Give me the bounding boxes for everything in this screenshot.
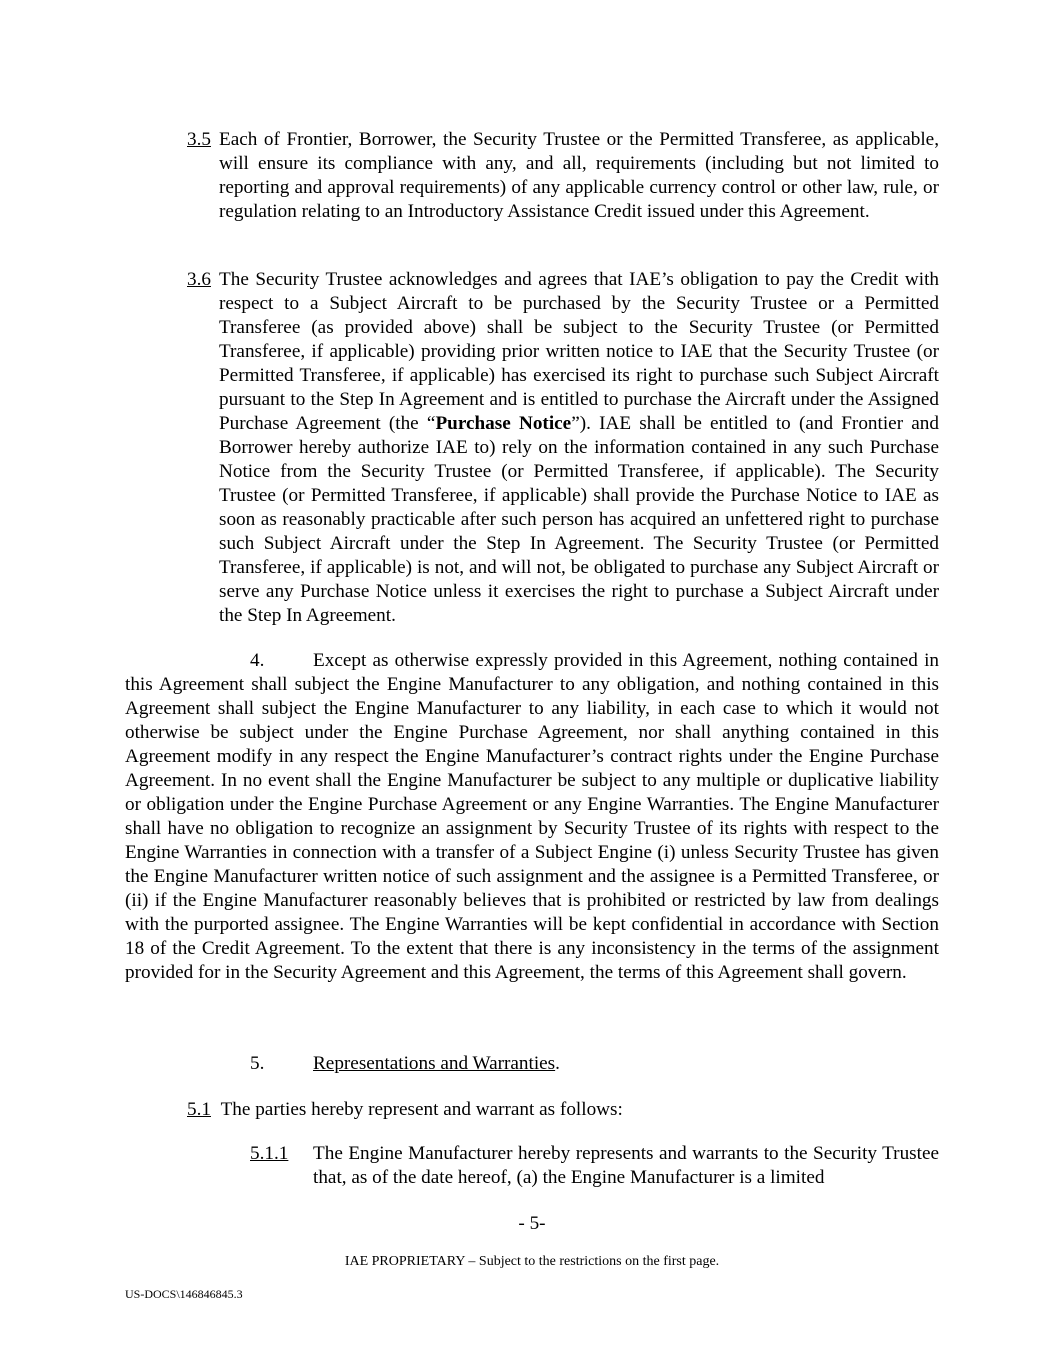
section-5-1 — [187, 1098, 623, 1122]
section-text: The Engine Manufacturer hereby represents and warrants to the Security Trustee that, as of the date hereof, (a) the Engine Manufacturer is a limited — [313, 1143, 939, 1188]
page-number: - 5- — [518, 1213, 546, 1234]
section-text: Each of Frontier, Borrower, the Security Trustee or the Permitted Transferee, as applicable, will ensure its compliance with any, and all, requirements (including but not limited to reporting and approval requirements) of any applicable currency control or other law, rule, or regulation relating to an Introductory Assistance Credit issued under this Agreement. — [219, 129, 939, 222]
section-number: 5.1.1 — [250, 1143, 289, 1164]
defined-term: Purchase Notice — [435, 413, 572, 434]
section-title: Representations and Warranties — [313, 1053, 556, 1074]
section-number: 4. — [250, 650, 265, 671]
section-number: 5.1 — [187, 1099, 211, 1120]
section-text: The parties hereby represent and warrant as follows: — [220, 1099, 623, 1120]
document-id: US-DOCS\146846845.3 — [125, 1287, 243, 1301]
section-number: 3.5 — [187, 129, 211, 150]
section-text — [219, 268, 939, 628]
section-title-suffix: . — [555, 1053, 560, 1074]
section-4 — [125, 649, 939, 985]
section-number: 5. — [250, 1053, 265, 1074]
section-3-6 — [187, 268, 939, 628]
section-text-part: ”). IAE shall be entitled to (and Frontier and Borrower hereby authorize IAE to) rely on the information contained in any such Purchase Notice from the Security Trustee (or Permitted Transferee, if applicable). The Security Trustee (or Permitted Transferee, if applicable) shall provide the Purchase Notice to IAE as soon as reasonably practicable after such person has acquired an unfettered right to purchase such Subject Aircraft under the Step In Agreement. The Security Trustee (or Permitted Transferee, if applicable) is not, and will not, be obligated to purchase any Subject Aircraft or serve any Purchase Notice unless it exercises the right to purchase a Subject Aircraft under the Step In Agreement. — [219, 413, 939, 626]
section-3-5 — [187, 128, 939, 224]
proprietary-notice: IAE PROPRIETARY – Subject to the restrictions on the first page. — [344, 1254, 720, 1269]
section-5-1-1 — [250, 1142, 939, 1190]
section-text: Except as otherwise expressly provided in this Agreement, nothing contained in this Agreement shall subject the Engine Manufacturer to any obligation, and nothing contained in this Agreement shall subject the Engine Manufacturer to any liability, in each case to which it would not otherwise be subject under the Engine Purchase Agreement, nor shall anything contained in this Agreement modify in any respect the Engine Manufacturer’s contract rights under the Engine Purchase Agreement. In no event shall the Engine Manufacturer be subject to any multiple or duplicative liability or obligation under the Engine Purchase Agreement or any Engine Warranties. The Engine Manufacturer shall have no obligation to recognize an assignment by Security Trustee of its rights with respect to the Engine Warranties in connection with a transfer of a Subject Engine (i) unless Security Trustee has given the Engine Manufacturer written notice of such assignment and the assignee is a Permitted Transferee, or (ii) if the Engine Manufacturer reasonably believes that is prohibited or restricted by law from dealings with the purported assignee. The Engine Warranties will be kept confidential in accordance with Section 18 of the Credit Agreement. To the extent that there is any inconsistency in the terms of the assignment provided for in the Security Agreement and this Agreement, the terms of this Agreement shall govern. — [125, 650, 939, 983]
section-5-heading — [250, 1052, 560, 1076]
section-text-part: The Security Trustee acknowledges and agrees that IAE’s obligation to pay the Credit with respect to a Subject Aircraft to be purchased by the Security Trustee or a Permitted Transferee (as provided above) shall be subject to the Security Trustee (or Permitted Transferee, if applicable) providing prior written notice to IAE that the Security Trustee (or Permitted Transferee, if applicable) has exercised its right to purchase such Subject Aircraft pursuant to the Step In Agreement and is entitled to purchase the Aircraft under the Assigned Purchase Agreement (the “ — [219, 269, 939, 434]
section-number: 3.6 — [187, 269, 211, 290]
